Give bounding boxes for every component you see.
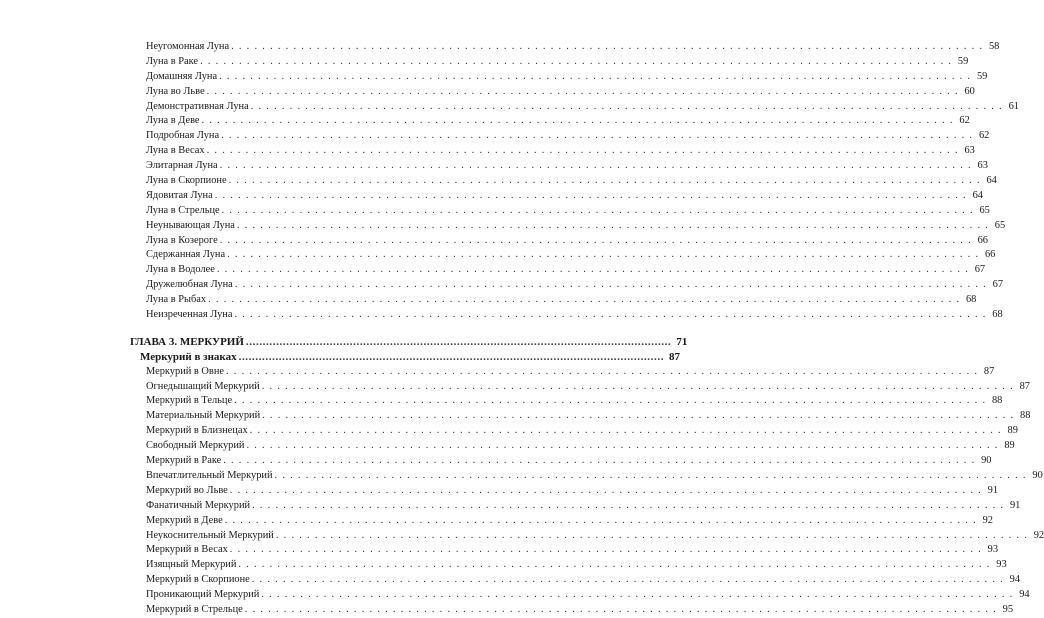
toc-entry	[130, 365, 995, 380]
toc-entry-title: Дружелюбная Луна	[146, 279, 233, 291]
dot-leader	[262, 380, 1014, 395]
toc-entry-title: Сдержанная Луна	[146, 249, 226, 261]
toc-entry-title: Домашняя Луна	[146, 70, 218, 82]
dot-leader	[234, 394, 986, 409]
toc-entry	[130, 293, 977, 308]
toc-entry-page-number: 67	[974, 264, 986, 276]
dot-leader	[237, 219, 989, 234]
toc-entry-title: Ядовитая Луна	[146, 189, 213, 201]
toc-entry	[130, 394, 1003, 409]
toc-entry	[130, 114, 970, 129]
dot-leader	[202, 114, 954, 129]
toc-entry-title: Луна в Рыбах	[146, 294, 207, 306]
toc-entry-title: Меркурий в Раке	[146, 455, 222, 467]
dot-leader	[220, 159, 972, 174]
toc-entry-title: Луна во Льве	[146, 85, 205, 97]
toc-entry-title: Неугомонная Луна	[146, 41, 230, 52]
toc-entry-page-number: 91	[1009, 499, 1021, 511]
toc-entry-title: Меркурий в Весах	[146, 544, 228, 556]
toc-entry	[130, 409, 1031, 424]
toc-entry	[130, 278, 1004, 293]
toc-entry-title: Меркурий в Деве	[146, 514, 223, 526]
toc-entry	[130, 129, 990, 144]
toc-entry	[130, 234, 988, 249]
toc-entry-title: ГЛАВА 3. МЕРКУРИЙ	[130, 335, 244, 348]
toc-entry	[130, 514, 993, 529]
toc-entry-title: Меркурий в Близнецах	[146, 425, 248, 437]
toc-entry-page-number: 93	[996, 559, 1007, 571]
dot-leader	[229, 174, 981, 189]
dot-leader	[245, 603, 997, 618]
toc-entry-title: Луна в Стрельце	[146, 204, 220, 216]
toc-entry-page-number: 61	[1008, 100, 1019, 112]
toc-entry	[130, 204, 990, 219]
toc-entry	[130, 499, 1021, 514]
toc-entry-title: Меркурий в знаках	[140, 350, 237, 363]
toc-chapter-entry	[130, 335, 688, 350]
toc-entry-page-number: 88	[1020, 410, 1031, 422]
toc-entry-page-number: 89	[1004, 440, 1015, 452]
dot-leader	[251, 100, 1003, 115]
toc-entry-title: Элитарная Луна	[146, 160, 218, 172]
dot-leader	[276, 529, 1028, 544]
dot-leader	[246, 335, 671, 350]
toc-entry	[130, 219, 1006, 234]
toc-entry	[130, 469, 1043, 484]
toc-entry	[130, 144, 975, 159]
toc-entry-page-number: 71	[676, 335, 688, 348]
toc-entry-title: Свободный Меркурий	[146, 440, 245, 452]
dot-leader	[225, 514, 977, 529]
toc-entry-page-number: 66	[977, 234, 988, 246]
dot-leader	[275, 469, 1027, 484]
toc-entry	[130, 174, 997, 189]
dot-leader	[231, 40, 983, 55]
dot-leader	[223, 454, 975, 469]
toc-entry-title: Луна в Скорпионе	[146, 175, 227, 187]
toc-entry-page-number: 64	[986, 175, 997, 187]
toc-entry-page-number: 94	[1009, 574, 1021, 586]
dot-leader	[230, 484, 982, 499]
toc-entry-page-number: 60	[964, 85, 975, 97]
toc-entry	[130, 308, 1003, 323]
toc-entry-page-number: 93	[987, 544, 999, 556]
toc-entry-page-number: 87	[1019, 380, 1030, 392]
toc-entry	[130, 558, 1007, 573]
dot-leader	[246, 439, 998, 454]
toc-entry-page-number: 90	[981, 455, 992, 467]
toc-entry	[130, 424, 1018, 439]
dot-leader	[207, 85, 959, 100]
toc-entry-page-number: 87	[669, 350, 681, 363]
toc-entry-title: Демонстративная Луна	[146, 100, 249, 112]
toc-entry	[130, 55, 969, 70]
dot-leader	[226, 365, 978, 380]
toc-entry-page-number: 59	[957, 55, 969, 67]
toc-entry	[130, 529, 1044, 544]
dot-leader	[261, 588, 1013, 603]
dot-leader	[220, 234, 972, 249]
dot-leader	[215, 189, 967, 204]
toc-entry-title: Проникающий Меркурий	[146, 589, 260, 601]
toc-entry-title: Луна в Водолее	[146, 264, 215, 276]
toc-entry-page-number: 95	[1002, 603, 1014, 615]
toc-entry-page-number: 64	[972, 189, 983, 201]
toc-entry-page-number: 92	[982, 514, 993, 526]
toc-entry-page-number: 90	[1032, 469, 1043, 481]
toc-entry	[130, 543, 999, 558]
toc-entry-title: Луна в Козероге	[146, 234, 218, 246]
toc-entry-title: Луна в Деве	[146, 115, 200, 127]
toc-entry	[130, 40, 1000, 55]
toc-entry-page-number: 62	[959, 115, 970, 127]
dot-leader	[252, 499, 1004, 514]
toc-entry-title: Неукоснительный Меркурий	[146, 529, 274, 541]
toc-entry-title: Меркурий в Тельце	[146, 395, 233, 407]
dot-leader	[262, 409, 1014, 424]
toc-entry-title: Меркурий во Льве	[146, 484, 228, 496]
dot-leader	[252, 573, 1004, 588]
toc-entry-page-number: 58	[988, 41, 1000, 52]
toc-entry-page-number: 65	[979, 204, 990, 216]
toc-entry-page-number: 65	[994, 219, 1006, 231]
toc-entry-page-number: 68	[992, 309, 1003, 321]
toc-entry-page-number: 89	[1007, 425, 1018, 437]
toc-entry-title: Впечатлительный Меркурий	[146, 469, 273, 481]
dot-leader	[221, 129, 973, 144]
toc-entry-title: Луна в Весах	[146, 145, 205, 157]
toc-entry-title: Неунывающая Луна	[146, 219, 235, 231]
toc-entry-page-number: 66	[984, 249, 996, 261]
table-of-contents	[130, 40, 1044, 618]
toc-entry	[130, 588, 1030, 603]
toc-entry	[130, 439, 1015, 454]
toc-entry-page-number: 68	[965, 294, 977, 306]
toc-entry-page-number: 88	[991, 395, 1003, 407]
dot-leader	[250, 424, 1002, 439]
toc-entry-title: Меркурий в Скорпионе	[146, 574, 250, 586]
dot-leader	[222, 204, 974, 219]
toc-entry-title: Подробная Луна	[146, 130, 220, 142]
toc-entry-title: Меркурий в Стрельце	[146, 603, 243, 615]
toc-entry	[130, 159, 988, 174]
dot-leader	[208, 293, 960, 308]
toc-entry-page-number: 62	[978, 130, 990, 142]
toc-entry-title: Материальный Меркурий	[146, 410, 261, 422]
dot-leader	[227, 248, 979, 263]
toc-entry	[130, 70, 988, 85]
toc-entry	[130, 380, 1030, 395]
toc-entry-title: Огнедышащий Меркурий	[146, 380, 260, 392]
toc-entry-title: Фанатичный Меркурий	[146, 499, 251, 511]
toc-entry-page-number: 63	[977, 160, 988, 172]
toc-entry-title: Меркурий в Овне	[146, 365, 225, 377]
toc-entry	[130, 573, 1021, 588]
dot-leader	[217, 263, 969, 278]
toc-entry-page-number: 59	[976, 70, 988, 82]
dot-leader	[235, 278, 987, 293]
dot-leader	[230, 543, 982, 558]
toc-entry	[130, 248, 996, 263]
dot-leader	[238, 558, 990, 573]
toc-entry-page-number: 87	[983, 365, 995, 377]
toc-entry-title: Неизреченная Луна	[146, 309, 233, 321]
toc-entry	[130, 263, 986, 278]
dot-leader	[219, 70, 971, 85]
dot-leader	[200, 55, 952, 70]
toc-entry	[130, 100, 1019, 115]
toc-entry	[130, 454, 992, 469]
dot-leader	[239, 350, 664, 365]
toc-entry-title: Луна в Раке	[146, 55, 199, 67]
toc-entry-title: Изящный Меркурий	[146, 559, 237, 571]
toc-entry	[130, 189, 983, 204]
toc-entry-page-number: 67	[992, 279, 1004, 291]
toc-entry	[130, 85, 975, 100]
dot-leader	[207, 144, 959, 159]
dot-leader	[234, 308, 986, 323]
toc-entry-page-number: 92	[1033, 529, 1044, 541]
toc-entry-page-number: 94	[1019, 589, 1030, 601]
toc-entry-page-number: 63	[964, 145, 975, 157]
toc-entry	[130, 484, 999, 499]
toc-section-entry	[130, 350, 681, 365]
toc-entry-page-number: 91	[987, 484, 999, 496]
toc-entry	[130, 603, 1014, 618]
